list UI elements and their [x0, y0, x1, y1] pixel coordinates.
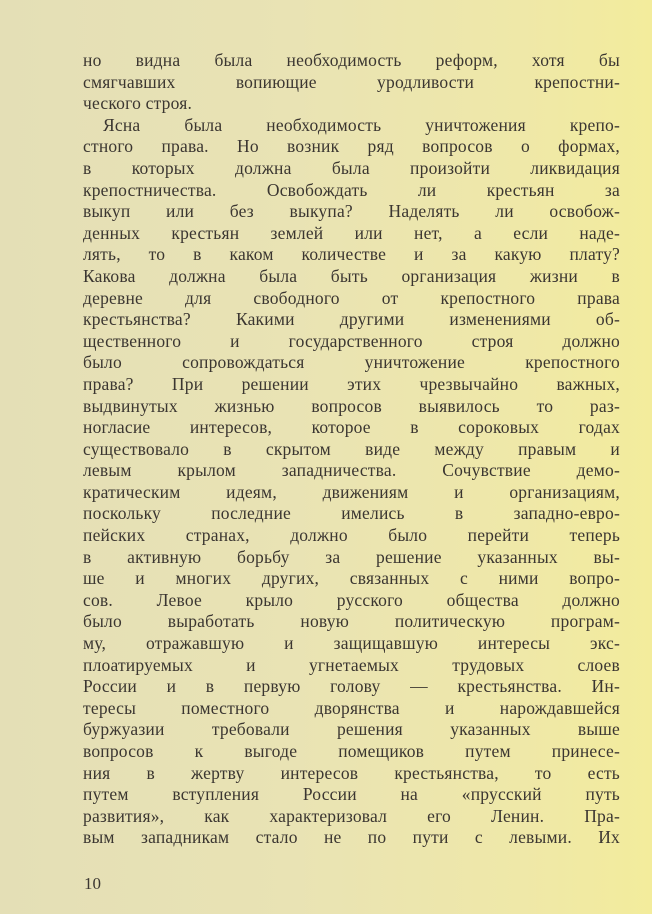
text-line: деревне для свободного от крепостного права [83, 287, 620, 308]
text-line: пейских странах, должно было перейти теперь [83, 525, 620, 546]
text-line: лять, то в каком количестве и за какую плату? [83, 244, 620, 265]
text-line: ше и многих других, связанных с ними вопро- [83, 568, 620, 589]
text-line: вопросов к выгоде помещиков путем принесе- [83, 741, 620, 761]
text-line: выкуп или без выкупа? Наделять ли освобож- [83, 201, 620, 222]
text-line: смягчавших вопиющие уродливости крепостни- [83, 71, 620, 92]
text-line: крестьянства? Какими другими изменениями об- [83, 309, 620, 330]
text-line: выдвинутых жизнью вопросов выявилось то раз- [83, 395, 620, 416]
text-line: в активную борьбу за решение указанных вы- [83, 546, 620, 567]
text-line: в которых должна была произойти ликвидация [83, 157, 620, 178]
text-line: путем вступления России на «прусский путь [83, 784, 620, 805]
text-line: вым западникам стало не по пути с левыми. Их [83, 827, 620, 848]
text-line: но видна была необходимость реформ, хотя бы [83, 50, 620, 70]
text-line: ческого строя. [83, 93, 193, 114]
text-line: щественного и государственного строя должно [83, 330, 620, 351]
text-line: сов. Левое крыло русского общества должно [83, 589, 620, 610]
text-line: поскольку последние имелись в западно-евро- [83, 503, 620, 524]
text-line: существовало в скрытом виде между правым и [83, 438, 620, 459]
text-line: денных крестьян землей или нет, а если наде- [83, 222, 620, 243]
text-line: кратическим идеям, движениям и организациям, [83, 481, 620, 502]
text-line: буржуазии требовали решения указанных выше [83, 719, 620, 740]
text-line: ногласие интересов, которое в сороковых годах [83, 417, 620, 438]
text-line: ния в жертву интересов крестьянства, то есть [83, 762, 620, 783]
text-line: левым крылом западничества. Сочувствие демо- [83, 460, 620, 481]
text-line: России и в первую голову — крестьянства. Ин- [83, 676, 620, 697]
page-number: 10 [84, 874, 101, 893]
text-line: тересы поместного дворянства и нарождавшейся [83, 697, 620, 718]
text-line: му, отражавшую и защищавшую интересы экс- [83, 633, 620, 654]
page-body-text [83, 50, 620, 849]
text-line: было выработать новую политическую програм- [83, 611, 620, 632]
text-line: стного права. Но возник ряд вопросов о формах, [83, 136, 620, 157]
text-line: плоатируемых и угнетаемых трудовых слоев [83, 654, 620, 675]
text-line: Ясна была необходимость уничтожения крепо- [103, 114, 620, 135]
text-line: развития», как характеризовал его Ленин. Пра- [83, 805, 620, 826]
text-line: крепостничества. Освобождать ли крестьян за [83, 179, 620, 200]
text-line: было сопровождаться уничтожение крепостного [83, 352, 620, 373]
text-line: Какова должна была быть организация жизни в [83, 265, 620, 286]
text-line: права? При решении этих чрезвычайно важных, [83, 373, 620, 394]
